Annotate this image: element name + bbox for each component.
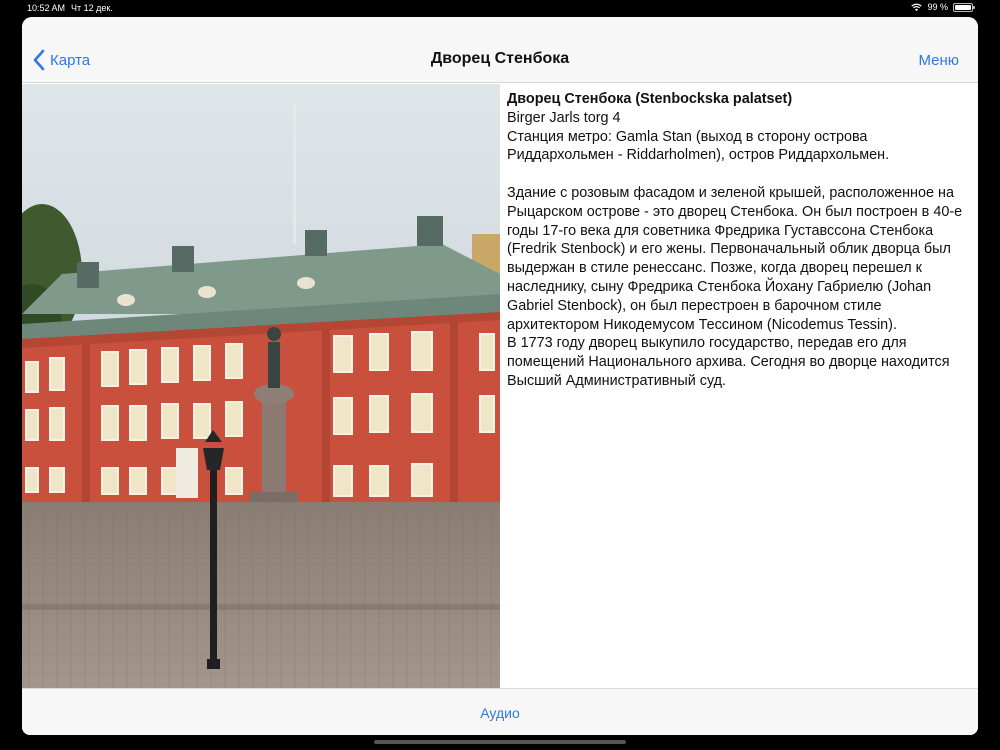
back-button[interactable] bbox=[32, 49, 90, 71]
chevron-left-icon bbox=[32, 49, 46, 71]
status-date: Чт 12 дек. bbox=[71, 3, 113, 13]
back-button-label: Карта bbox=[50, 51, 91, 69]
address-text: Birger Jarls torg 4 bbox=[507, 109, 621, 126]
wifi-icon bbox=[911, 3, 922, 12]
battery-icon bbox=[953, 3, 973, 12]
status-time: 10:52 AM bbox=[27, 3, 66, 13]
history-paragraph-2: В 1773 году дворец выкупило государство, передав его для помещений Национального архива. Сегодня во дворце находится Высший Административный суд. bbox=[507, 335, 950, 389]
audio-button[interactable]: Аудио bbox=[480, 705, 520, 721]
description-panel bbox=[507, 90, 973, 391]
app-window bbox=[22, 17, 978, 735]
menu-button[interactable]: Меню bbox=[918, 52, 959, 69]
metro-text: Станция метро: Gamla Stan (выход в сторону острова Риддархольмен - Riddarholmen), остров Риддархольмен. bbox=[507, 128, 890, 164]
bottom-toolbar bbox=[22, 688, 978, 735]
history-paragraph: Здание с розовым фасадом и зеленой крышей, расположенное на Рыцарском острове - это дворец Стенбока. Он был построен в 40-е годы 17-го века для советника Фредрика Густавссона Стенбока (Fredrik Stenbock) и его жены. Первоначальный облик дворца был выдержан в стиле ренессанс. Позже, когда дворец перешел к наследнику, сыну Фредрика Стенбока Йохану Габриелю (Johan Gabriel Stenbock), он был перестроен в барочном стиле архитектором Никодемусом Тессином (Nicodemus Tessin). bbox=[507, 184, 963, 333]
status-indicators bbox=[911, 2, 973, 12]
status-bar bbox=[0, 0, 1000, 17]
navigation-bar bbox=[22, 17, 978, 83]
palace-photo bbox=[22, 84, 500, 688]
home-indicator[interactable] bbox=[374, 740, 626, 744]
description-heading: Дворец Стенбока (Stenbockska palatset) bbox=[507, 91, 793, 107]
paragraph-gap bbox=[507, 165, 973, 184]
battery-level bbox=[955, 5, 971, 10]
battery-percent: 99 % bbox=[927, 2, 948, 12]
page-title: Дворец Стенбока bbox=[430, 50, 570, 67]
